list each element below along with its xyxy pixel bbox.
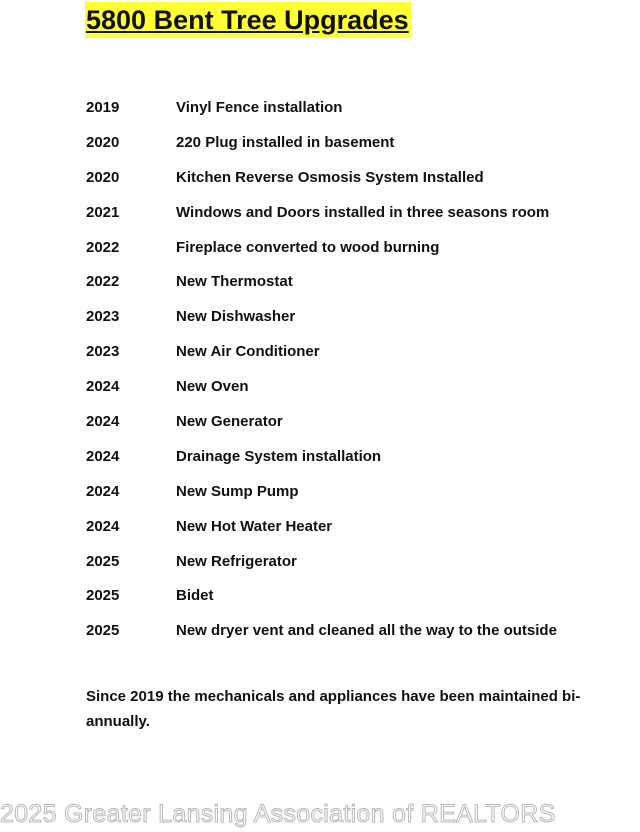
upgrade-year: 2020: [86, 168, 120, 186]
upgrade-year: 2024: [86, 447, 120, 465]
upgrade-description: New Generator: [176, 412, 283, 430]
list-item: [86, 90, 626, 125]
list-item: [86, 230, 626, 265]
upgrade-list: [86, 90, 626, 648]
list-item: [86, 299, 626, 334]
upgrade-description: 220 Plug installed in basement: [176, 133, 395, 151]
upgrade-description: Bidet: [176, 587, 214, 605]
upgrade-description: Fireplace converted to wood burning: [176, 238, 440, 256]
list-item: [86, 160, 626, 195]
upgrade-year: 2023: [86, 343, 120, 361]
upgrade-description: New Dishwasher: [176, 308, 296, 326]
upgrade-year: 2024: [86, 517, 120, 535]
upgrade-description: New Air Conditioner: [176, 343, 320, 361]
upgrade-year: 2022: [86, 273, 120, 291]
upgrade-year: 2023: [86, 308, 120, 326]
upgrade-description: New Hot Water Heater: [176, 517, 333, 535]
upgrade-description: New Refrigerator: [176, 552, 297, 570]
copyright-watermark: 2025 Greater Lansing Association of REALTORS: [0, 800, 556, 828]
list-item: [86, 369, 626, 404]
upgrade-year: 2024: [86, 378, 120, 396]
list-item: [86, 578, 626, 613]
upgrade-year: 2024: [86, 482, 120, 500]
list-item: [86, 195, 626, 230]
list-item: [86, 125, 626, 160]
upgrade-year: 2024: [86, 412, 120, 430]
upgrade-year: 2021: [86, 203, 120, 221]
list-item: [86, 439, 626, 474]
upgrade-year: 2025: [86, 587, 120, 605]
list-item: [86, 334, 626, 369]
maintenance-note: Since 2019 the mechanicals and appliances have been maintained bi-annually.: [86, 688, 581, 730]
list-item: [86, 509, 626, 544]
upgrade-description: Drainage System installation: [176, 447, 382, 465]
list-item: [86, 613, 626, 648]
upgrade-year: 2022: [86, 238, 120, 256]
list-item: [86, 544, 626, 579]
upgrade-description: New dryer vent and cleaned all the way to the outside: [176, 622, 557, 640]
upgrade-description: Kitchen Reverse Osmosis System Installed: [176, 168, 484, 186]
upgrade-year: 2025: [86, 622, 120, 640]
upgrade-description: New Oven: [176, 378, 249, 396]
upgrade-description: Windows and Doors installed in three seasons room: [176, 203, 550, 221]
list-item: [86, 474, 626, 509]
upgrade-year: 2025: [86, 552, 120, 570]
page-title: 5800 Bent Tree Upgrades: [85, 2, 411, 38]
upgrade-description: Vinyl Fence installation: [176, 98, 343, 116]
list-item: [86, 404, 626, 439]
upgrade-year: 2020: [86, 133, 120, 151]
upgrade-year: 2019: [86, 98, 120, 116]
list-item: [86, 264, 626, 299]
upgrade-description: New Thermostat: [176, 273, 293, 291]
upgrade-description: New Sump Pump: [176, 482, 299, 500]
